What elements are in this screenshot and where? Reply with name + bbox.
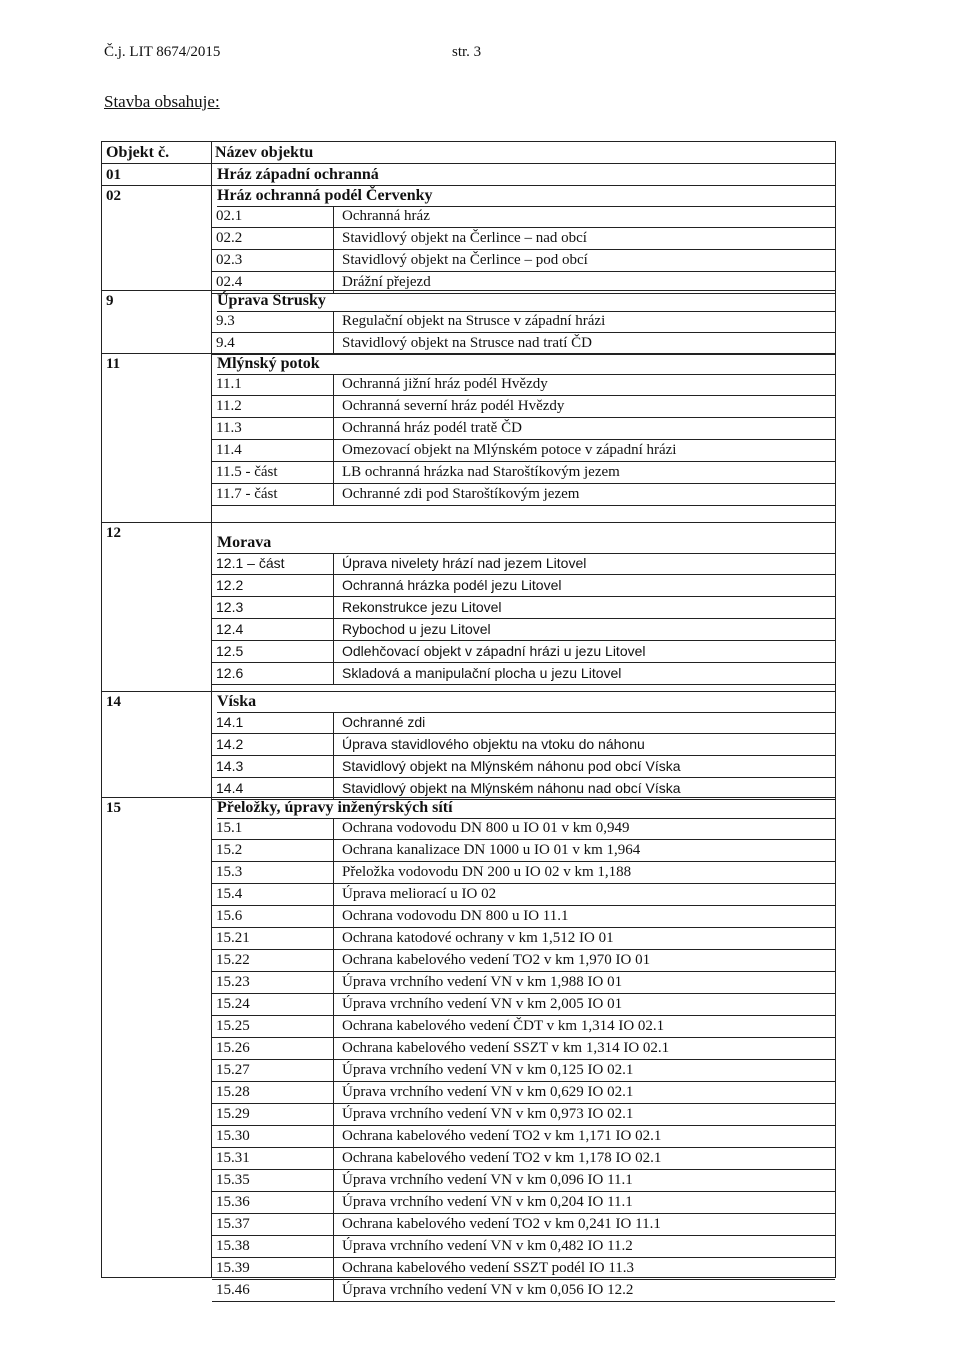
object-code: 02.3 <box>216 252 243 268</box>
cell-divider <box>333 553 334 574</box>
table-header-row <box>102 142 835 164</box>
object-code: 15.26 <box>216 1040 250 1056</box>
object-description: Úprava vrchního vedení VN v km 0,973 IO 02.1 <box>342 1106 634 1122</box>
group-number: 15 <box>106 800 121 816</box>
table-row <box>212 1016 835 1038</box>
object-code: 15.23 <box>216 974 250 990</box>
cell-divider <box>333 928 334 949</box>
group-items <box>212 712 835 800</box>
cell-divider <box>333 1082 334 1103</box>
cell-divider <box>333 1038 334 1059</box>
table-row <box>212 994 835 1016</box>
object-code: 15.35 <box>216 1172 250 1188</box>
group-number: 14 <box>106 694 121 710</box>
cell-divider <box>333 1060 334 1081</box>
object-code: 11.4 <box>216 442 242 458</box>
table-row <box>212 462 835 484</box>
object-description: LB ochranná hrázka nad Staroštíkovým jezem <box>342 464 620 480</box>
object-code: 15.37 <box>216 1216 250 1232</box>
cell-divider <box>333 484 334 505</box>
object-code: 14.3 <box>216 758 244 774</box>
object-code: 12.1 – část <box>216 555 285 571</box>
object-code: 14.2 <box>216 736 244 752</box>
object-code: 11.7 - část <box>216 486 278 502</box>
object-description: Drážní přejezd <box>342 274 431 290</box>
object-description: Úprava vrchního vedení VN v km 0,125 IO 02.1 <box>342 1062 634 1078</box>
cell-divider <box>333 1192 334 1213</box>
table-row <box>212 228 835 250</box>
object-description: Ochrana kanalizace DN 1000 u IO 01 v km 1,964 <box>342 842 641 858</box>
group-number: 12 <box>106 525 121 541</box>
group-name: Víska <box>217 691 835 713</box>
cell-divider <box>333 884 334 905</box>
object-description: Ochrana kabelového vedení TO2 v km 1,171 IO 02.1 <box>342 1128 662 1144</box>
object-description: Úprava vrchního vedení VN v km 0,096 IO 11.1 <box>342 1172 633 1188</box>
table-row <box>212 619 835 641</box>
object-code: 15.46 <box>216 1282 250 1298</box>
object-code: 12.4 <box>216 621 244 637</box>
object-code: 11.3 <box>216 420 242 436</box>
object-description: Ochrana kabelového vedení TO2 v km 0,241 IO 11.1 <box>342 1216 661 1232</box>
group-number: 9 <box>106 293 114 309</box>
table-row <box>212 950 835 972</box>
object-description: Ochranná hrázka podél jezu Litovel <box>342 577 562 593</box>
object-code: 15.39 <box>216 1260 250 1276</box>
object-description: Stavidlový objekt na Mlýnském náhonu nad obcí Víska <box>342 780 681 796</box>
table-row <box>212 1126 835 1148</box>
cell-divider <box>333 374 334 395</box>
object-code: 15.38 <box>216 1238 250 1254</box>
object-description: Úprava nivelety hrází nad jezem Litovel <box>342 555 587 571</box>
table-row <box>212 928 835 950</box>
object-description: Ochranná jižní hráz podél Hvězdy <box>342 376 548 392</box>
object-code: 15.31 <box>216 1150 250 1166</box>
object-description: Ochrana vodovodu DN 800 u IO 11.1 <box>342 908 569 924</box>
table-row <box>212 1170 835 1192</box>
group-name: Morava <box>217 532 835 554</box>
object-description: Úprava vrchního vedení VN v km 0,056 IO 12.2 <box>342 1282 634 1298</box>
object-description: Úprava vrchního vedení VN v km 0,629 IO 02.1 <box>342 1084 634 1100</box>
table-row <box>212 712 835 734</box>
objects-table <box>101 141 836 1298</box>
table-row <box>212 884 835 906</box>
group-name: Úprava Strusky <box>217 290 835 312</box>
page-number: str. 3 <box>452 44 482 60</box>
table-row <box>212 333 835 355</box>
cell-divider <box>333 641 334 662</box>
cell-divider <box>333 1170 334 1191</box>
cell-divider <box>333 1280 334 1301</box>
group-name: Mlýnský potok <box>217 353 835 375</box>
cell-divider <box>333 619 334 640</box>
object-code: 15.4 <box>216 886 243 902</box>
object-code: 11.2 <box>216 398 242 414</box>
object-description: Ochranná severní hráz podél Hvězdy <box>342 398 565 414</box>
table-row <box>212 862 835 884</box>
object-description: Odlehčovací objekt v západní hrázi u jezu Litovel <box>342 643 646 659</box>
cell-divider <box>333 575 334 596</box>
cell-divider <box>333 818 334 839</box>
object-code: 11.1 <box>216 376 242 392</box>
table-row <box>212 484 835 506</box>
table-row <box>212 1236 835 1258</box>
object-code: 12.6 <box>216 665 244 681</box>
object-description: Rybochod u jezu Litovel <box>342 621 491 637</box>
object-code: 15.6 <box>216 908 243 924</box>
object-description: Ochranná hráz <box>342 208 430 224</box>
table-row <box>212 906 835 928</box>
group-name: Hráz západní ochranná <box>217 164 835 186</box>
table-row <box>212 1060 835 1082</box>
cell-divider <box>333 906 334 927</box>
cell-divider <box>333 1016 334 1037</box>
table-row <box>212 1082 835 1104</box>
object-description: Ochrana kabelového vedení SSZT podél IO 11.3 <box>342 1260 635 1276</box>
cell-divider <box>333 950 334 971</box>
object-code: 9.4 <box>216 335 235 351</box>
object-code: 15.24 <box>216 996 250 1012</box>
object-description: Stavidlový objekt na Strusce nad tratí ČD <box>342 335 592 351</box>
cell-divider <box>333 663 334 684</box>
object-description: Stavidlový objekt na Čerlince – pod obcí <box>342 252 588 268</box>
object-code: 15.1 <box>216 820 243 836</box>
object-code: 12.3 <box>216 599 244 615</box>
cell-divider <box>333 440 334 461</box>
cell-divider <box>333 228 334 249</box>
object-code: 02.1 <box>216 208 243 224</box>
group-items <box>212 374 835 506</box>
table-row <box>212 1192 835 1214</box>
object-code: 02.4 <box>216 274 243 290</box>
cell-divider <box>333 311 334 332</box>
header-object-name: Název objektu <box>215 144 314 161</box>
cell-divider <box>333 333 334 354</box>
group-name: Hráz ochranná podél Červenky <box>217 185 835 207</box>
table-row <box>212 440 835 462</box>
object-code: 12.2 <box>216 577 244 593</box>
table-row <box>212 1280 835 1302</box>
object-code: 15.22 <box>216 952 250 968</box>
object-code: 15.2 <box>216 842 243 858</box>
table-row <box>212 206 835 228</box>
table-row <box>212 418 835 440</box>
object-description: Skladová a manipulační plocha u jezu Litovel <box>342 665 622 681</box>
object-description: Úprava vrchního vedení VN v km 0,482 IO 11.2 <box>342 1238 633 1254</box>
table-row <box>212 250 835 272</box>
object-description: Úprava meliorací u IO 02 <box>342 886 497 902</box>
object-description: Přeložka vodovodu DN 200 u IO 02 v km 1,188 <box>342 864 632 880</box>
cell-divider <box>333 840 334 861</box>
cell-divider <box>333 1148 334 1169</box>
table-row <box>212 1104 835 1126</box>
object-description: Ochrana katodové ochrany v km 1,512 IO 01 <box>342 930 614 946</box>
table-row <box>212 972 835 994</box>
cell-divider <box>333 1126 334 1147</box>
group-items <box>212 206 835 294</box>
object-code: 11.5 - část <box>216 464 278 480</box>
object-code: 15.25 <box>216 1018 250 1034</box>
object-description: Ochrana kabelového vedení SSZT v km 1,314 IO 02.1 <box>342 1040 670 1056</box>
object-code: 14.4 <box>216 780 244 796</box>
table-row <box>212 840 835 862</box>
object-code: 14.1 <box>216 714 244 730</box>
object-description: Ochrana kabelového vedení ČDT v km 1,314 IO 02.1 <box>342 1018 665 1034</box>
table-row <box>212 374 835 396</box>
cell-divider <box>333 756 334 777</box>
cell-divider <box>333 250 334 271</box>
object-description: Úprava vrchního vedení VN v km 1,988 IO 01 <box>342 974 623 990</box>
object-code: 15.21 <box>216 930 250 946</box>
table-row <box>212 575 835 597</box>
object-description: Úprava vrchního vedení VN v km 2,005 IO 01 <box>342 996 623 1012</box>
cell-divider <box>333 206 334 227</box>
table-row <box>212 756 835 778</box>
object-code: 15.29 <box>216 1106 250 1122</box>
cell-divider <box>333 1214 334 1235</box>
cell-divider <box>333 972 334 993</box>
cell-divider <box>333 597 334 618</box>
object-code: 15.28 <box>216 1084 250 1100</box>
table-row <box>212 818 835 840</box>
cell-divider <box>333 396 334 417</box>
object-code: 15.36 <box>216 1194 250 1210</box>
object-code: 15.3 <box>216 864 243 880</box>
cell-divider <box>333 862 334 883</box>
object-description: Stavidlový objekt na Čerlince – nad obcí <box>342 230 587 246</box>
header-object-number: Objekt č. <box>106 144 170 161</box>
object-code: 15.30 <box>216 1128 250 1144</box>
object-description: Ochrana kabelového vedení TO2 v km 1,970 IO 01 <box>342 952 651 968</box>
cell-divider <box>333 1104 334 1125</box>
table-row <box>212 553 835 575</box>
document-reference: Č.j. LIT 8674/2015 <box>104 44 221 60</box>
group-items <box>212 311 835 355</box>
table-row <box>212 663 835 685</box>
object-description: Ochranná hráz podél tratě ČD <box>342 420 522 436</box>
table-row <box>212 597 835 619</box>
object-description: Ochrana kabelového vedení TO2 v km 1,178 IO 02.1 <box>342 1150 662 1166</box>
cell-divider <box>333 778 334 799</box>
object-code: 02.2 <box>216 230 243 246</box>
cell-divider <box>333 1258 334 1279</box>
cell-divider <box>333 994 334 1015</box>
object-description: Úprava vrchního vedení VN v km 0,204 IO 11.1 <box>342 1194 633 1210</box>
cell-divider <box>333 712 334 733</box>
cell-divider <box>333 734 334 755</box>
object-description: Omezovací objekt na Mlýnském potoce v západní hrázi <box>342 442 677 458</box>
object-description: Ochrana vodovodu DN 800 u IO 01 v km 0,949 <box>342 820 630 836</box>
table-row <box>212 1038 835 1060</box>
cell-divider <box>333 418 334 439</box>
group-number: 01 <box>106 167 121 183</box>
object-description: Ochranné zdi pod Staroštíkovým jezem <box>342 486 580 502</box>
group-number: 11 <box>106 356 121 372</box>
group-items <box>212 553 835 685</box>
group-items <box>212 818 835 1302</box>
object-code: 9.3 <box>216 313 235 329</box>
group-number: 02 <box>106 188 121 204</box>
table-row <box>212 734 835 756</box>
object-code: 12.5 <box>216 643 244 659</box>
group-separator <box>102 522 835 523</box>
object-description: Regulační objekt na Strusce v západní hrázi <box>342 313 606 329</box>
object-description: Úprava stavidlového objektu na vtoku do náhonu <box>342 736 645 752</box>
object-description: Rekonstrukce jezu Litovel <box>342 599 502 615</box>
object-description: Ochranné zdi <box>342 714 426 730</box>
cell-divider <box>333 462 334 483</box>
table-row <box>212 1258 835 1280</box>
object-description: Stavidlový objekt na Mlýnském náhonu pod obcí Víska <box>342 758 681 774</box>
table-row <box>212 311 835 333</box>
object-code: 15.27 <box>216 1062 250 1078</box>
table-row <box>212 396 835 418</box>
intro-heading: Stavba obsahuje: <box>104 92 220 111</box>
group-name: Přeložky, úpravy inženýrských sítí <box>217 797 835 819</box>
table-row <box>212 1214 835 1236</box>
table-row <box>212 1148 835 1170</box>
cell-divider <box>333 1236 334 1257</box>
table-row <box>212 641 835 663</box>
